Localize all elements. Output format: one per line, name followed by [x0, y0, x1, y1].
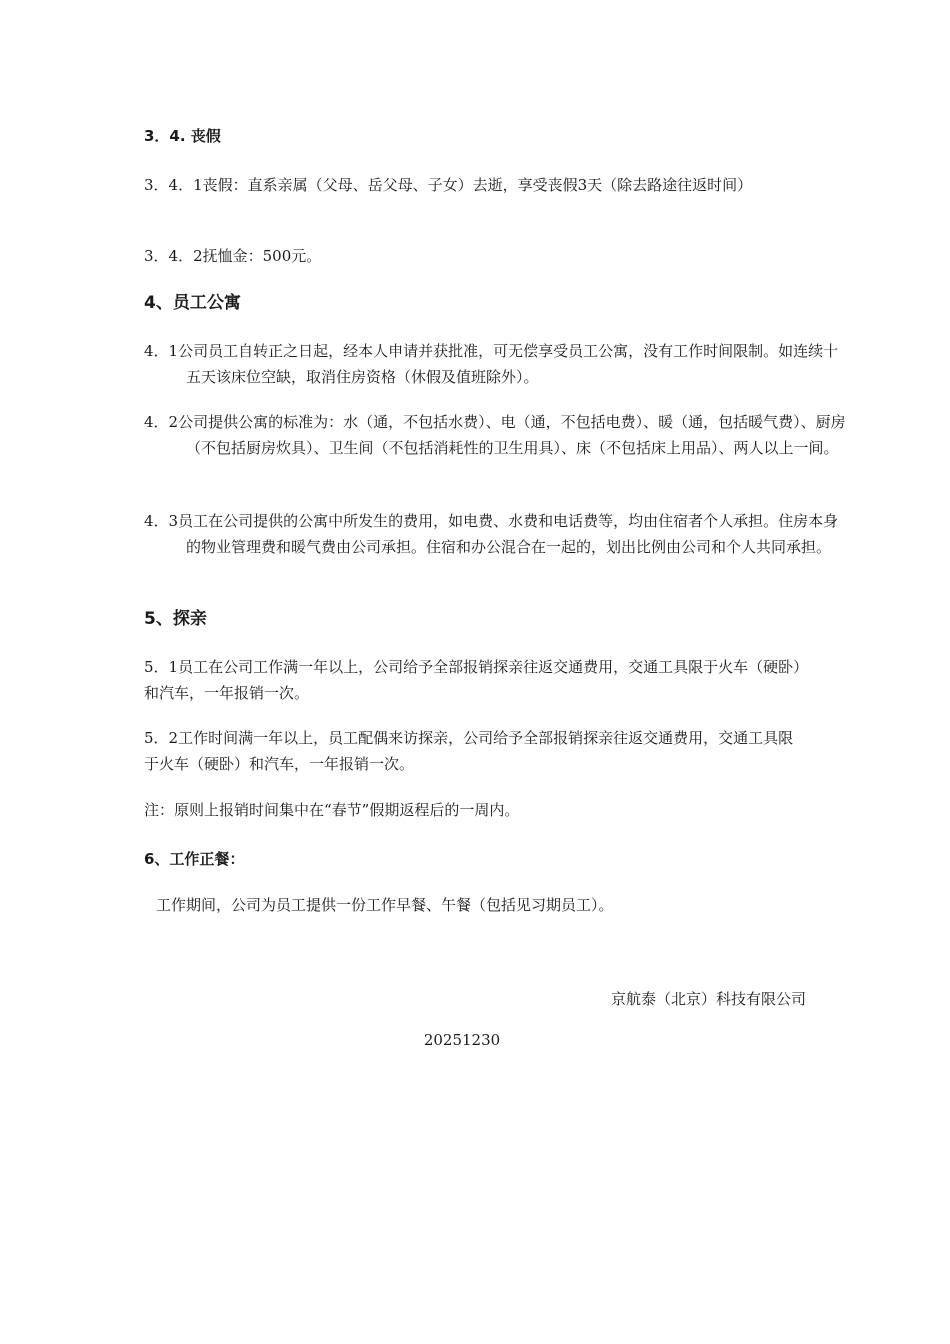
section-heading-3-4: 3．4. 丧假 — [144, 127, 221, 145]
paragraph-3-4-1: 3．4．1丧假：直系亲属（父母、岳父母、子女）去逝，享受丧假3天（除去路途往返时间） — [144, 176, 753, 194]
paragraph-5-1: 5．1员工在公司工作满一年以上，公司给予全部报销探亲往返交通费用，交通工具限于火车（硬卧）和汽车，一年报销一次。 — [144, 658, 801, 702]
paragraph-4-2: 4．2公司提供公寓的标准为：水（通，不包括水费）、电（通，不包括电费）、暖（通，包括暖气费）、厨房（不包括厨房炊具）、卫生间（不包括消耗性的卫生用具）、床（不包括床上用品）、两人以上一间。 — [144, 413, 846, 457]
company-signature: 京航泰（北京）科技有限公司 — [610, 990, 806, 1008]
note-paragraph: 注：原则上报销时间集中在“春节”假期返程后的一周内。 — [144, 801, 520, 819]
section-heading-6: 6、工作正餐： — [144, 850, 245, 868]
section-heading-4: 4、员工公寓 — [144, 293, 241, 313]
paragraph-5-2: 5．2工作时间满一年以上，员工配偶来访探亲，公司给予全部报销探亲往返交通费用，交通工具限于火车（硬卧）和汽车，一年报销一次。 — [144, 729, 794, 773]
signature-date: 20251230 — [423, 1031, 501, 1049]
paragraph-4-3: 4．3员工在公司提供的公寓中所发生的费用，如电费、水费和电话费等，均由住宿者个人承担。住房本身的物业管理费和暖气费由公司承担。住宿和办公混合在一起的，划出比例由公司和个人共同承担。 — [144, 512, 839, 556]
section-heading-5: 5、探亲 — [144, 609, 207, 629]
paragraph-3-4-2: 3．4．2抚恤金：500元。 — [144, 247, 322, 265]
paragraph-4-1: 4．1公司员工自转正之日起，经本人申请并获批准，可无偿享受员工公寓，没有工作时间限制。如连续十五天该床位空缺，取消住房资格（休假及值班除外）。 — [144, 342, 839, 386]
paragraph-6-1: 工作期间，公司为员工提供一份工作早餐、午餐（包括见习期员工）。 — [156, 896, 614, 914]
